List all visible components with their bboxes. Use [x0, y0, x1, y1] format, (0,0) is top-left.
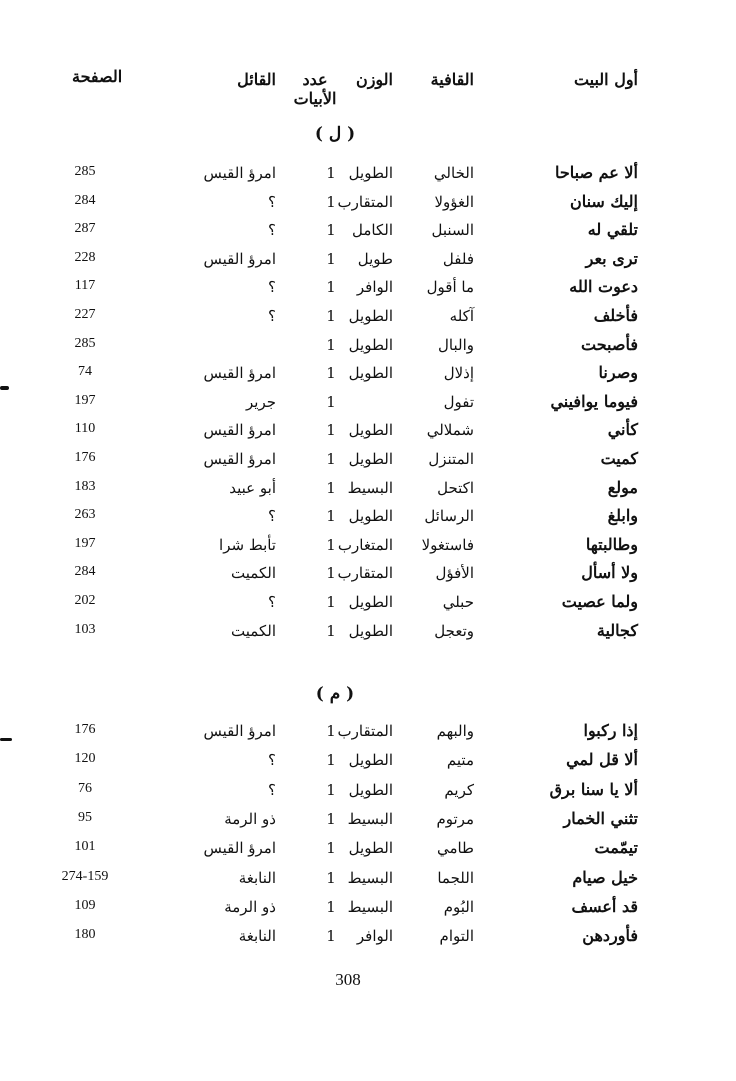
first-verse-cell: دعوت الله	[569, 277, 638, 296]
page-number: 308	[335, 970, 361, 989]
rhyme-cell: مرتوم	[436, 810, 474, 828]
meter-cell: المتقارب	[337, 722, 393, 740]
scan-mark	[0, 386, 9, 390]
count-cell: 1	[326, 221, 336, 239]
poet-cell: ؟	[268, 221, 276, 239]
page-cell: 74	[78, 364, 92, 379]
count-cell: 1	[326, 479, 336, 497]
rhyme-cell: آكله	[449, 307, 474, 325]
page-cell: 287	[74, 221, 96, 236]
poet-cell: ذو الرمة	[224, 810, 276, 828]
rhyme-cell: تفول	[443, 393, 474, 411]
first-verse-cell: تيمّمت	[594, 838, 638, 857]
count-cell: 1	[326, 193, 336, 211]
poet-cell: امرؤ القيس	[203, 722, 276, 740]
count-cell: 1	[326, 164, 336, 182]
count-cell: 1	[326, 278, 336, 296]
first-verse-cell: ولا أسأل	[581, 563, 638, 582]
count-cell: 1	[326, 722, 336, 740]
first-verse-cell: كجالية	[596, 621, 638, 640]
poet-cell: امرؤ القيس	[203, 250, 276, 268]
poet-cell: ؟	[268, 781, 276, 799]
poet-cell: جرير	[246, 393, 276, 411]
meter-cell: المتغارب	[337, 536, 393, 554]
page-cell: 263	[74, 507, 96, 522]
first-verse-cell: وطالبتها	[585, 535, 638, 554]
first-verse-cell: تلقي له	[587, 220, 638, 239]
rhyme-cell: البُوم	[443, 898, 474, 916]
count-cell: 1	[326, 450, 336, 468]
page-cell: 227	[74, 307, 96, 322]
page-cell: 117	[74, 278, 96, 293]
poet-cell: ذو الرمة	[224, 898, 276, 916]
count-cell: 1	[326, 622, 336, 640]
count-cell: 1	[326, 364, 336, 382]
first-verse-cell: وصرنا	[598, 363, 638, 382]
page-cell: 284	[74, 564, 96, 579]
count-cell: 1	[326, 564, 336, 582]
header-rhyme: القافية	[430, 70, 474, 89]
meter-cell: المتقارب	[337, 564, 393, 582]
meter-cell: البسيط	[347, 898, 393, 916]
poet-cell: النابغة	[238, 869, 276, 887]
first-verse-cell: ولما عصيت	[561, 592, 638, 611]
rhyme-cell: متيم	[446, 751, 474, 769]
rhyme-cell: فلفل	[442, 250, 474, 268]
count-cell: 1	[326, 393, 336, 411]
count-cell: 1	[326, 810, 336, 828]
first-verse-cell: فأوردهن	[582, 926, 638, 945]
first-verse-cell: ألا قل لمي	[566, 750, 638, 769]
section-letter-lam: ( ل )	[314, 124, 356, 144]
meter-cell: الطويل	[348, 364, 393, 382]
meter-cell: الوافر	[356, 278, 393, 296]
count-cell: 1	[326, 536, 336, 554]
page-cell: 95	[78, 810, 92, 825]
count-cell: 1	[326, 593, 336, 611]
page-cell: 197	[74, 393, 96, 408]
meter-cell: الطويل	[348, 751, 393, 769]
poet-cell: تأبط شرا	[219, 536, 276, 554]
page-cell: 120	[74, 751, 96, 766]
first-verse-cell: فأصبحت	[581, 335, 638, 354]
page-cell: 284	[74, 193, 96, 208]
poet-cell: الكميت	[231, 564, 276, 582]
meter-cell: طويل	[357, 250, 393, 268]
poet-cell: امرؤ القيس	[203, 839, 276, 857]
header-count-line2: الأبيات	[293, 89, 337, 108]
page-cell: 274-159	[61, 869, 109, 884]
section-letter-mim: ( م )	[315, 684, 355, 704]
rhyme-cell: التوام	[439, 927, 474, 945]
header-count-line1: عدد	[302, 70, 328, 89]
header-page: الصفحة	[72, 67, 123, 86]
header-meter: الوزن	[355, 70, 393, 89]
count-cell: 1	[326, 927, 336, 945]
poet-cell: ؟	[268, 593, 276, 611]
rhyme-cell: اكتحل	[437, 479, 474, 497]
first-verse-cell: فيوما يوافيني	[550, 392, 638, 411]
rhyme-cell: المتنزل	[428, 450, 474, 468]
rhyme-cell: وتعجل	[434, 622, 474, 640]
count-cell: 1	[326, 751, 336, 769]
header-count	[292, 70, 338, 108]
poet-cell: امرؤ القيس	[203, 421, 276, 439]
count-cell: 1	[326, 336, 336, 354]
first-verse-cell: إليك سنان	[569, 192, 638, 211]
first-verse-cell: إذا ركبوا	[583, 721, 638, 740]
poet-cell: امرؤ القيس	[203, 450, 276, 468]
meter-cell: الطويل	[348, 593, 393, 611]
poet-cell: ؟	[268, 507, 276, 525]
rhyme-cell: والبهم	[436, 722, 474, 740]
meter-cell: الطويل	[348, 307, 393, 325]
meter-cell: الوافر	[356, 927, 393, 945]
rhyme-cell: طامي	[436, 839, 474, 857]
page-cell: 76	[78, 781, 92, 796]
poet-cell: ؟	[268, 193, 276, 211]
count-cell: 1	[326, 421, 336, 439]
poet-cell: الكميت	[231, 622, 276, 640]
rhyme-cell: الرسائل	[424, 507, 474, 525]
poet-cell: ؟	[268, 307, 276, 325]
scan-mark	[0, 738, 12, 741]
page-cell: 285	[74, 164, 96, 179]
rhyme-cell: الأفؤل	[435, 564, 474, 582]
poet-cell: النابغة	[238, 927, 276, 945]
first-verse-cell: ترى بعر	[585, 249, 638, 268]
page-cell: 180	[74, 927, 96, 942]
meter-cell: الكامل	[352, 221, 393, 239]
meter-cell: الطويل	[348, 839, 393, 857]
rhyme-cell: ما أقول	[426, 278, 474, 296]
rhyme-cell: الغؤولا	[434, 193, 474, 211]
page-cell: 183	[74, 479, 96, 494]
first-verse-cell: ألا يا سنا برق	[549, 780, 638, 799]
first-verse-cell: تثني الخمار	[563, 809, 638, 828]
first-verse-cell: قد أعسف	[571, 897, 638, 916]
rhyme-cell: إذلال	[443, 364, 474, 382]
rhyme-cell: الخالي	[433, 164, 474, 182]
meter-cell: الطويل	[348, 450, 393, 468]
poet-cell: امرؤ القيس	[203, 364, 276, 382]
rhyme-cell: والبال	[438, 336, 474, 354]
first-verse-cell: كميت	[600, 449, 638, 468]
meter-cell: الطويل	[348, 421, 393, 439]
page-cell: 202	[74, 593, 96, 608]
page-cell: 176	[74, 450, 96, 465]
count-cell: 1	[326, 839, 336, 857]
page-cell: 197	[74, 536, 96, 551]
header-first-verse: أول البيت	[573, 70, 638, 89]
first-verse-cell: وابلغ	[607, 506, 638, 525]
rhyme-cell: السنبل	[431, 221, 474, 239]
page-cell: 103	[74, 622, 96, 637]
poet-cell: امرؤ القيس	[203, 164, 276, 182]
meter-cell: الطويل	[348, 164, 393, 182]
first-verse-cell: فأخلف	[593, 306, 638, 325]
rhyme-cell: كريم	[444, 781, 474, 799]
header-poet: القائل	[237, 70, 276, 89]
first-verse-cell: مولع	[607, 478, 638, 497]
meter-cell: الطويل	[348, 622, 393, 640]
meter-cell: الطويل	[348, 336, 393, 354]
rhyme-cell: اللجما	[437, 869, 474, 887]
poet-cell: أبو عبيد	[229, 479, 276, 497]
page-cell: 110	[74, 421, 96, 436]
page-cell: 285	[74, 336, 96, 351]
first-verse-cell: كأني	[607, 420, 638, 439]
count-cell: 1	[326, 898, 336, 916]
poet-cell: ؟	[268, 751, 276, 769]
first-verse-cell: خيل صيام	[572, 868, 638, 887]
page-cell: 176	[74, 722, 96, 737]
meter-cell: البسيط	[347, 810, 393, 828]
meter-cell: الطويل	[348, 507, 393, 525]
meter-cell: البسيط	[347, 869, 393, 887]
count-cell: 1	[326, 250, 336, 268]
page-cell: 109	[74, 898, 96, 913]
count-cell: 1	[326, 869, 336, 887]
first-verse-cell: ألا عم صباحا	[555, 163, 638, 182]
poet-cell: ؟	[268, 278, 276, 296]
rhyme-cell: حبلي	[442, 593, 474, 611]
count-cell: 1	[326, 781, 336, 799]
page-cell: 228	[74, 250, 96, 265]
meter-cell: الطويل	[348, 781, 393, 799]
meter-cell: المتقارب	[337, 193, 393, 211]
meter-cell: البسيط	[347, 479, 393, 497]
count-cell: 1	[326, 507, 336, 525]
rhyme-cell: فاستغولا	[421, 536, 474, 554]
count-cell: 1	[326, 307, 336, 325]
rhyme-cell: شملالي	[426, 421, 474, 439]
page-cell: 101	[74, 839, 96, 854]
